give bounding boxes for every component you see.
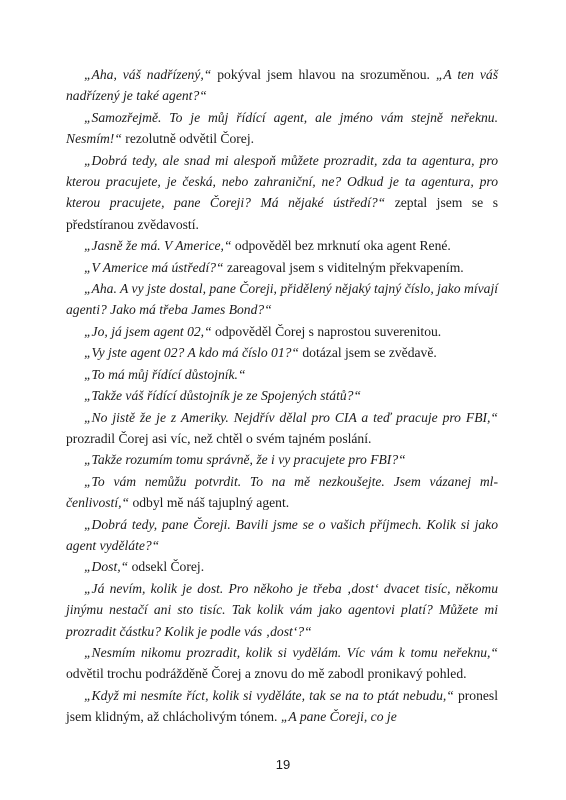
paragraph [66,321,498,342]
paragraph [66,556,498,577]
narration-text: odbyl mě náš tajuplný agent. [129,495,290,511]
dialogue-text: „Když mi nesmíte říct, kolik si vyděláte, tak se na to ptát nebudu,“ [84,687,454,703]
dialogue-text: „Takže rozumím tomu správně, že i vy pracujete pro FBI?“ [84,452,406,468]
dialogue-text: „A pane Čoreji, co je [280,709,397,725]
paragraph [66,407,498,450]
body-text [66,64,498,728]
paragraph [66,471,498,514]
paragraph [66,257,498,278]
narration-text: zareagoval jsem s viditelným překvapením. [223,259,464,275]
paragraph [66,685,498,728]
paragraph [66,449,498,470]
dialogue-text: „Dost,“ [84,559,129,575]
paragraph [66,578,498,642]
dialogue-text: „Samozřejmě. To je můj řídící agent, ale jméno vám stejně neřeknu. Nesmím!“ [66,109,498,147]
paragraph [66,642,498,685]
narration-text: dotázal jsem se zvědavě. [298,345,437,361]
paragraph [66,64,498,107]
paragraph [66,150,498,236]
dialogue-text: „Aha. A vy jste dostal, pane Čoreji, přidělený nějaký tajný číslo, jako mívají agenti? Jako má třeba James Bond?“ [66,281,498,318]
narration-text: odvětil trochu podrážděně Čorej a znovu do mě zabodl pronikavý pohled. [66,666,467,682]
paragraph [66,107,498,150]
dialogue-text: „To vám nemůžu potvrdit. To na mě nezkoušejte. Jsem vázanej mlčenlivostí,“ [66,473,498,511]
paragraph [66,235,498,256]
narration-text: pronesl jsem klidným, až chlácholivým tónem. [66,687,499,725]
narration-text: pokýval jsem hlavou na srozuměnou. [211,67,436,82]
dialogue-text: „Dobrá tedy, pane Čoreji. Bavili jsme se o vašich příjmech. Kolik si jako agent vyděláte?“ [66,516,498,553]
paragraph [66,278,498,321]
narration-text: zeptal jsem se s předstíranou zvědavostí. [66,195,498,232]
dialogue-text: „To má můj řídící důstojník.“ [84,366,246,382]
dialogue-text: „Jo, já jsem agent 02,“ [84,323,212,339]
narration-text: prozradil Čorej asi víc, než chtěl o svém tajném poslání. [66,430,372,446]
narration-text: odpověděl bez mrknutí oka agent René. [231,238,451,254]
narration-text: rezolutně odvětil Čorej. [121,131,255,147]
dialogue-text: „No jistě že je z Ameriky. Nejdřív dělal pro CIA a teď pracuje pro FBI,“ [84,409,498,425]
dialogue-text: „Já nevím, kolik je dost. Pro někoho je třeba ‚dost‘ dvacet tisíc, někomu jinýmu nestačí ani sto tisíc. Tak kolik vám jako agentovi platí? Můžete mi prozradit částku? Kolik je podle vás ‚dost‘?“ [66,580,498,639]
dialogue-text: „Nesmím nikomu prozradit, kolik si vydělám. Víc vám k tomu neřeknu,“ [84,644,498,660]
dialogue-text: „Dobrá tedy, ale snad mi alespoň můžete prozradit, zda ta agentura, pro kterou pracujete, je česká, nebo zahraniční, ne? Odkud je ta agentura, pro kterou pracujete, pane Čoreji? Má nějaké ústředí?“ [66,152,498,211]
dialogue-text: „V Americe má ústředí?“ [84,259,224,275]
paragraph [66,342,498,363]
page-number: 19 [275,757,291,772]
dialogue-text: „Takže váš řídící důstojník je ze Spojených států?“ [84,388,362,404]
narration-text: odpověděl Čorej s naprostou suverenitou. [211,323,442,339]
narration-text: odsekl Čorej. [128,559,205,575]
dialogue-text: „Vy jste agent 02? A kdo má číslo 01?“ [84,345,299,361]
paragraph [66,385,498,406]
paragraph [66,364,498,385]
dialogue-text: „A ten váš nadřízený je také agent?“ [66,67,498,104]
dialogue-text: „Jasně že má. V Americe,“ [84,238,232,254]
dialogue-text: „Aha, váš nadřízený,“ [84,67,212,82]
paragraph [66,514,498,557]
